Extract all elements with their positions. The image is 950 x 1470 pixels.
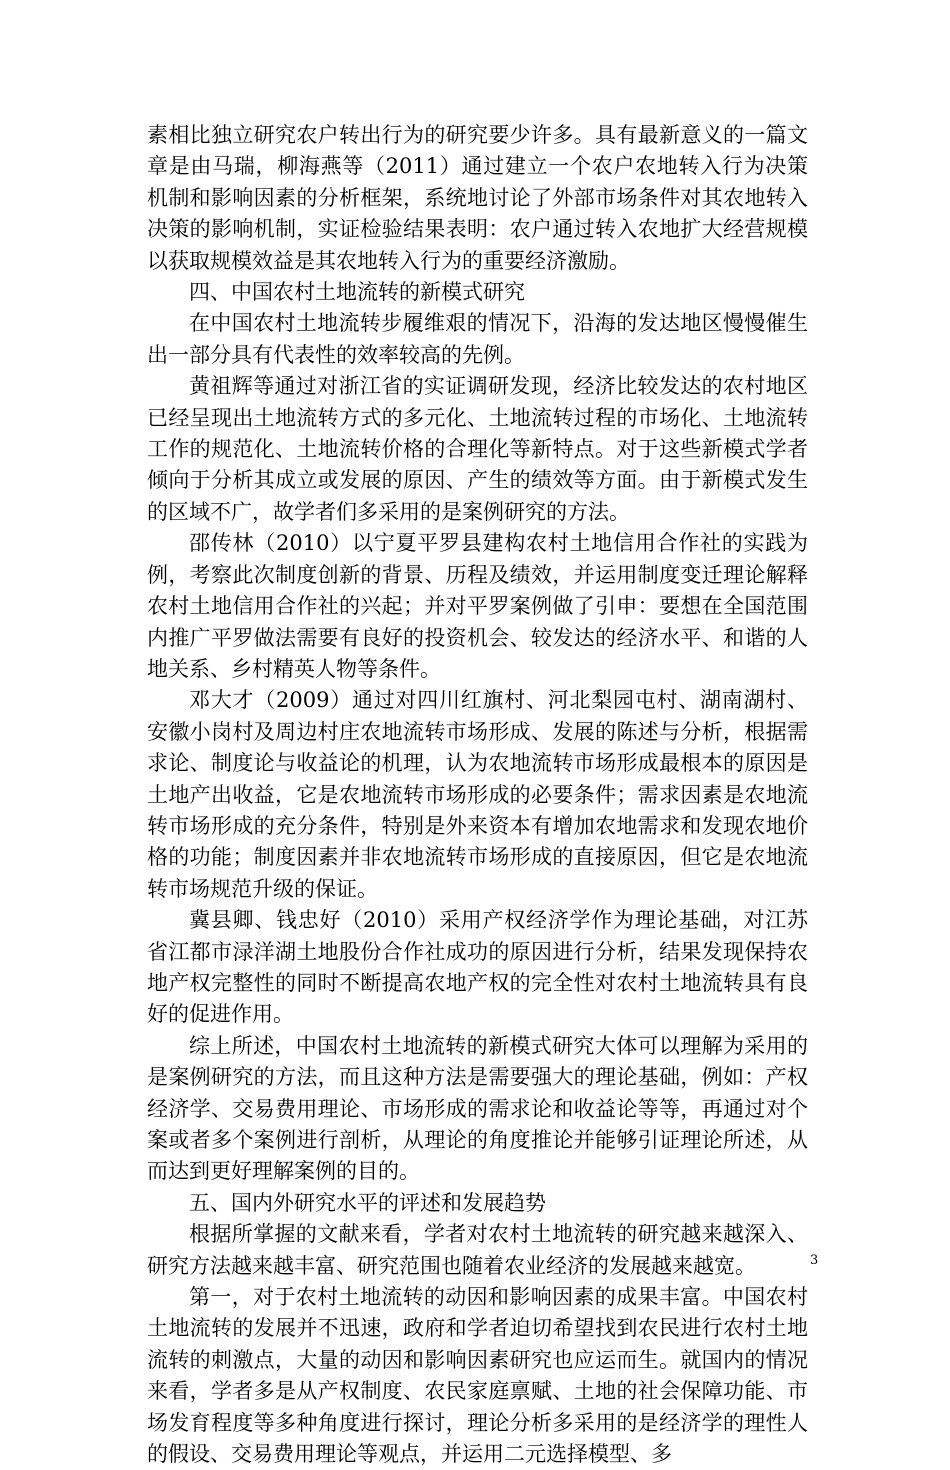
section-heading-4: 四、中国农村土地流转的新模式研究: [189, 280, 525, 305]
paragraph: 第一，对于农村土地流转的动因和影响因素的成果丰富。中国农村土地流转的发展并不迅速，政府和学者迫切希望找到农民进行农村土地流转的刺激点，大量的动因和影响因素研究也应运而生。就国内的情况来看，学者多是从产权制度、农民家庭禀赋、土地的社会保障功能、市场发育程度等多种角度进行探讨，理论分析多采用的是经济学的理性人的假设、交易费用理论等观点，并运用二元选择模型、多: [147, 1285, 808, 1467]
paragraph: 邓大才（2009）通过对四川红旗村、河北梨园屯村、湖南湖村、安徽小岗村及周边村庄农地流转市场形成、发展的陈述与分析，根据需求论、制度论与收益论的机理，认为农地流转市场形成最根本的原因是土地产出收益，它是农地流转市场形成的必要条件；需求因素是农地流转市场形成的充分条件，特别是外来资本有增加农地需求和发现农地价格的功能；制度因素并非农地流转市场形成的直接原因，但它是农地流转市场规范升级的保证。: [147, 688, 808, 901]
document-body: [147, 120, 808, 1470]
paragraph: 在中国农村土地流转步履维艰的情况下，沿海的发达地区慢慢催生出一部分具有代表性的效率较高的先例。: [147, 311, 808, 367]
paragraph: 邵传林（2010）以宁夏平罗县建构农村土地信用合作社的实践为例，考察此次制度创新的背景、历程及绩效，并运用制度变迁理论解释农村土地信用合作社的兴起；并对平罗案例做了引申：要想在全国范围内推广平罗做法需要有良好的投资机会、较发达的经济水平、和谐的人地关系、乡村精英人物等条件。: [147, 531, 808, 681]
paragraph-continued: 素相比独立研究农户转出行为的研究要少许多。具有最新意义的一篇文章是由马瑞，柳海燕等（2011）通过建立一个农户农地转入行为决策机制和影响因素的分析框架，系统地讨论了外部市场条件对其农地转入决策的影响机制，实证检验结果表明：农户通过转入农地扩大经营规模以获取规模效益是其农地转入行为的重要经济激励。: [147, 123, 808, 273]
paragraph: 综上所述，中国农村土地流转的新模式研究大体可以理解为采用的是案例研究的方法，而且这种方法是需要强大的理论基础，例如：产权经济学、交易费用理论、市场形成的需求论和收益论等等，再通过对个案或者多个案例进行剖析，从理论的角度推论并能够引证理论所述，从而达到更好理解案例的目的。: [147, 1033, 808, 1184]
page-number: 3: [810, 1253, 819, 1268]
paragraph: 根据所掌握的文献来看，学者对农村土地流转的研究越来越深入、研究方法越来越丰富、研究范围也随着农业经济的发展越来越宽。: [147, 1222, 808, 1278]
paragraph: 冀县卿、钱忠好（2010）采用产权经济学作为理论基础，对江苏省江都市渌洋湖土地股份合作社成功的原因进行分析，结果发现保持农地产权完整性的同时不断提高农地产权的完全性对农村土地流转具有良好的促进作用。: [147, 908, 808, 1027]
section-heading-5: 五、国内外研究水平的评述和发展趋势: [189, 1190, 546, 1215]
paragraph: 黄祖辉等通过对浙江省的实证调研发现，经济比较发达的农村地区已经呈现出土地流转方式的多元化、土地流转过程的市场化、土地流转工作的规范化、土地流转价格的合理化等新特点。对于这些新模式学者倾向于分析其成立或发展的原因、产生的绩效等方面。由于新模式发生的区域不广，故学者们多采用的是案例研究的方法。: [147, 374, 808, 524]
